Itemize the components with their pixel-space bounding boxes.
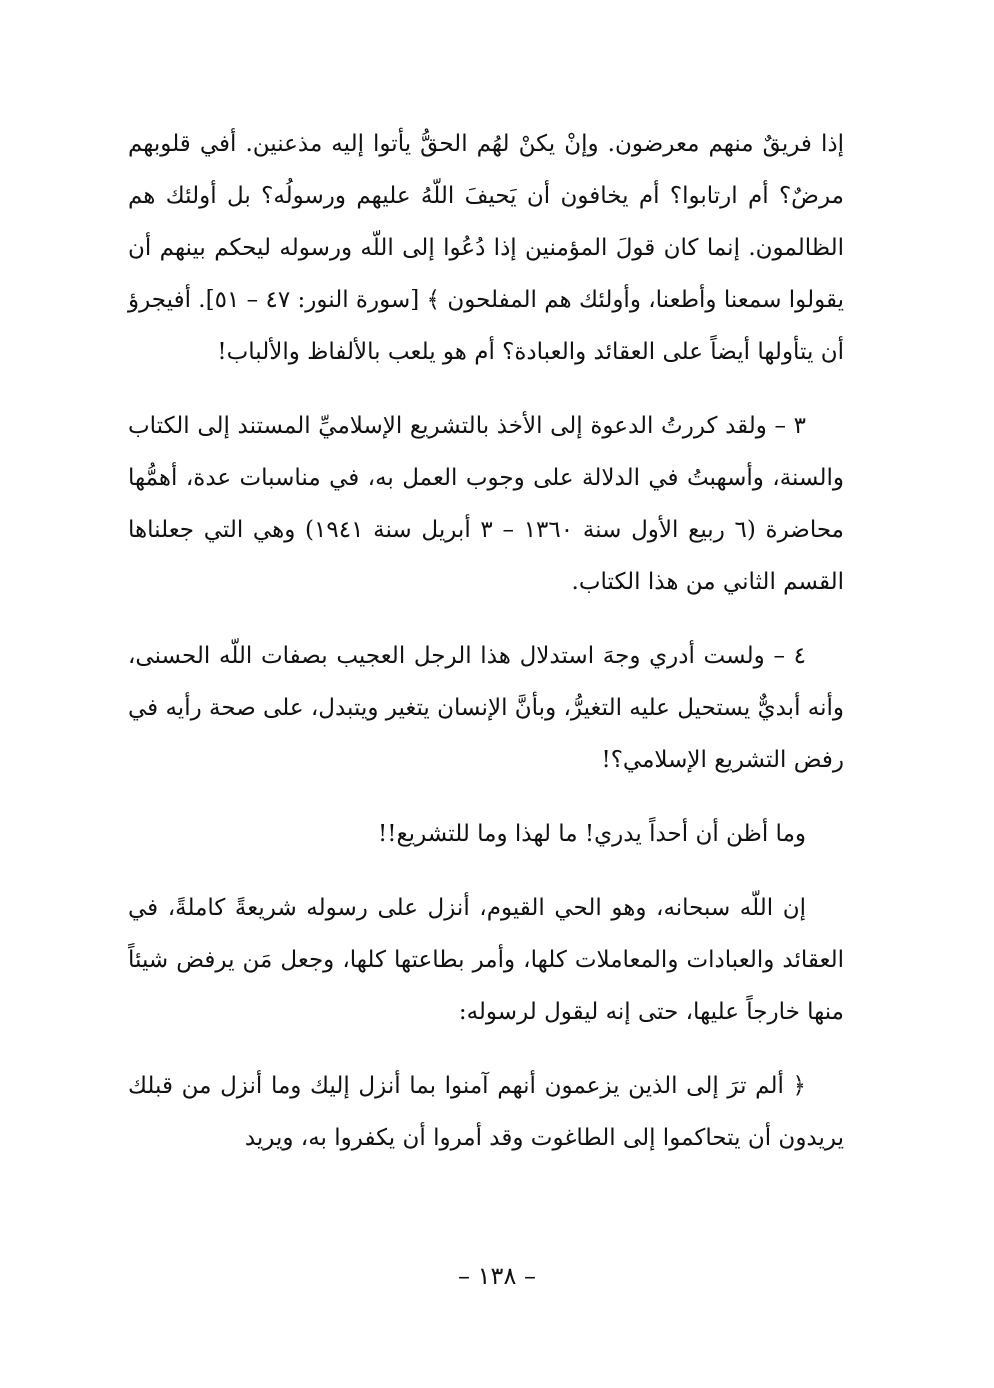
paragraph-quran-quote: ﴿ ألم ترَ إلى الذين يزعمون أنهم آمنوا بما أنزل إليك وما أنزل من قبلك يريدون أن يتحاكموا إلى الطاغوت وقد أمروا أن يكفروا به، ويريد xyxy=(128,1073,844,1151)
paragraph-remark: وما أظن أن أحداً يدري! ما لهذا وما للتشريع!! xyxy=(377,821,806,847)
paragraph-revelation: إن اللّه سبحانه، وهو الحي القيوم، أنزل على رسوله شريعةً كاملةً، في العقائد والعبادات والمعاملات كلها، وأمر بطاعتها كلها، وجعل مَن يرفض شيئاً منها خارجاً عليها، حتى إنه ليقول لرسوله: xyxy=(128,895,844,1025)
paragraph-point-4: ٤ – ولست أدري وجهَ استدلال هذا الرجل العجيب بصفات اللّه الحسنى، وأنه أبديٌّ يستحيل عليه التغيرُّ، وبأنَّ الإنسان يتغير ويتبدل، على صحة رأيه في رفض التشريع الإسلامي؟! xyxy=(128,643,844,773)
body-text xyxy=(128,118,844,1186)
page-number: – ١٣٨ – xyxy=(458,1262,536,1290)
paragraph-quran-continuation: إذا فريقٌ منهم معرضون. وإنْ يكنْ لهُم الحقُّ يأتوا إليه مذعنين. أفي قلوبهم مرضٌ؟ أم ارتابوا؟ أم يخافون أن يَحيفَ اللّهُ عليهم ورسولُه؟ بل أولئك هم الظالمون. إنما كان قولَ المؤمنين إذا دُعُوا إلى اللّه ورسوله ليحكم بينهم أن يقولوا سمعنا وأطعنا، وأولئك هم المفلحون ﴾ [سورة النور: ٤٧ – ٥١]. أفيجرؤ أن يتأولها أيضاً على العقائد والعبادة؟ أم هو يلعب بالألفاظ والألباب! xyxy=(128,131,844,365)
paragraph-point-3: ٣ – ولقد كررتُ الدعوة إلى الأخذ بالتشريع الإسلاميِّ المستند إلى الكتاب والسنة، وأسهبتُ في الدلالة على وجوب العمل به، في مناسبات عدة، أهمُّها محاضرة (٦ ربيع الأول سنة ١٣٦٠ – ٣ أبريل سنة ١٩٤١) وهي التي جعلناها القسم الثاني من هذا الكتاب. xyxy=(128,413,844,595)
